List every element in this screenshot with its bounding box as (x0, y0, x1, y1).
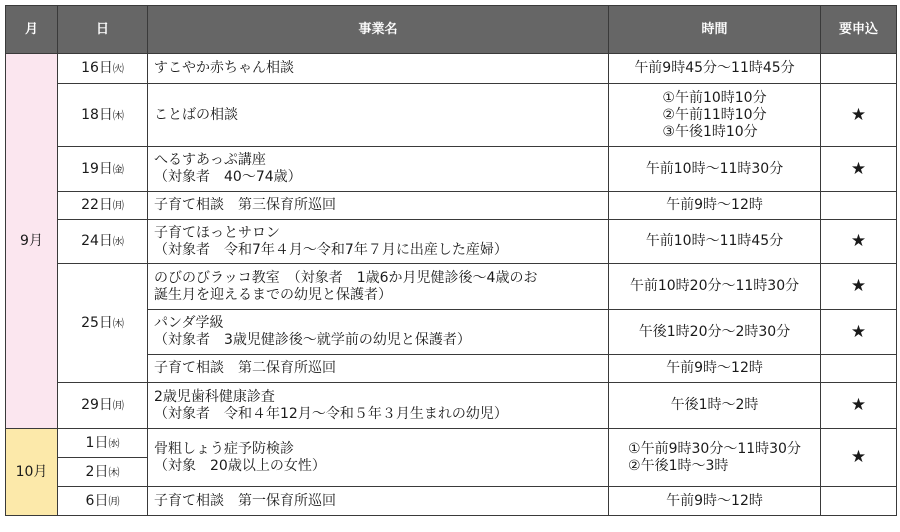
apply-cell: ★ (821, 429, 897, 487)
event-name-cell: 子育て相談 第三保育所巡回 (148, 192, 609, 220)
header-month: 月 (6, 6, 58, 54)
apply-cell: ★ (821, 220, 897, 264)
apply-cell (821, 355, 897, 383)
event-name-cell: へるすあっぷ講座 （対象者 40～74歳） (148, 147, 609, 192)
event-name-cell: パンダ学級 （対象者 3歳児健診後～就学前の幼児と保護者） (148, 310, 609, 355)
event-name-cell: ことばの相談 (148, 84, 609, 147)
event-name-cell: 子育て相談 第一保育所巡回 (148, 487, 609, 516)
time-cell: 午前10時～11時30分 (609, 147, 821, 192)
day-cell: 6日㈪ (58, 487, 148, 516)
table-row (6, 487, 897, 516)
apply-cell: ★ (821, 383, 897, 429)
table-row (6, 383, 897, 429)
apply-cell: ★ (821, 264, 897, 310)
day-cell: 18日㈭ (58, 84, 148, 147)
day-cell: 24日㈬ (58, 220, 148, 264)
event-name-cell: 2歳児歯科健康診査 （対象者 令和４年12月～令和５年３月生まれの幼児） (148, 383, 609, 429)
time-cell: 午前9時45分～11時45分 (609, 54, 821, 84)
day-cell: 2日㈭ (58, 458, 148, 487)
table-row (6, 84, 897, 147)
time-cell: 午前9時～12時 (609, 355, 821, 383)
day-cell: 29日㈪ (58, 383, 148, 429)
time-cell: 午前10時20分～11時30分 (609, 264, 821, 310)
header-apply: 要申込 (821, 6, 897, 54)
day-cell: 22日㈪ (58, 192, 148, 220)
header-event: 事業名 (148, 6, 609, 54)
apply-cell (821, 192, 897, 220)
apply-cell (821, 54, 897, 84)
time-cell: ①午前10時10分 ②午前11時10分 ③午後1時10分 (609, 84, 821, 147)
apply-cell: ★ (821, 84, 897, 147)
table-row (6, 264, 897, 310)
event-name-cell: 子育てほっとサロン （対象者 令和7年４月～令和7年７月に出産した産婦） (148, 220, 609, 264)
month-cell-september: 9月 (6, 54, 58, 429)
time-cell: 午後1時20分～2時30分 (609, 310, 821, 355)
table-row (6, 429, 897, 458)
header-row (6, 6, 897, 54)
table-row (6, 147, 897, 192)
day-cell: 16日㈫ (58, 54, 148, 84)
table-row (6, 192, 897, 220)
event-name-cell: 子育て相談 第二保育所巡回 (148, 355, 609, 383)
event-name-cell: のびのびラッコ教室 （対象者 1歳6か月児健診後～4歳のお 誕生月を迎えるまでの幼児と保護者） (148, 264, 609, 310)
day-cell: 25日㈭ (58, 264, 148, 383)
event-name-cell: すこやか赤ちゃん相談 (148, 54, 609, 84)
day-cell: 19日㈮ (58, 147, 148, 192)
day-cell: 1日㈬ (58, 429, 148, 458)
header-day: 日 (58, 6, 148, 54)
header-time: 時間 (609, 6, 821, 54)
table-row (6, 220, 897, 264)
apply-cell: ★ (821, 310, 897, 355)
table-row (6, 54, 897, 84)
time-cell: ①午前9時30分～11時30分 ②午後1時～3時 (609, 429, 821, 487)
apply-cell: ★ (821, 147, 897, 192)
time-cell: 午前9時～12時 (609, 192, 821, 220)
time-cell: 午後1時～2時 (609, 383, 821, 429)
event-name-cell: 骨粗しょう症予防検診 （対象 20歳以上の女性） (148, 429, 609, 487)
time-cell: 午前9時～12時 (609, 487, 821, 516)
time-cell: 午前10時～11時45分 (609, 220, 821, 264)
schedule-table (5, 5, 897, 516)
apply-cell (821, 487, 897, 516)
month-cell-october: 10月 (6, 429, 58, 516)
